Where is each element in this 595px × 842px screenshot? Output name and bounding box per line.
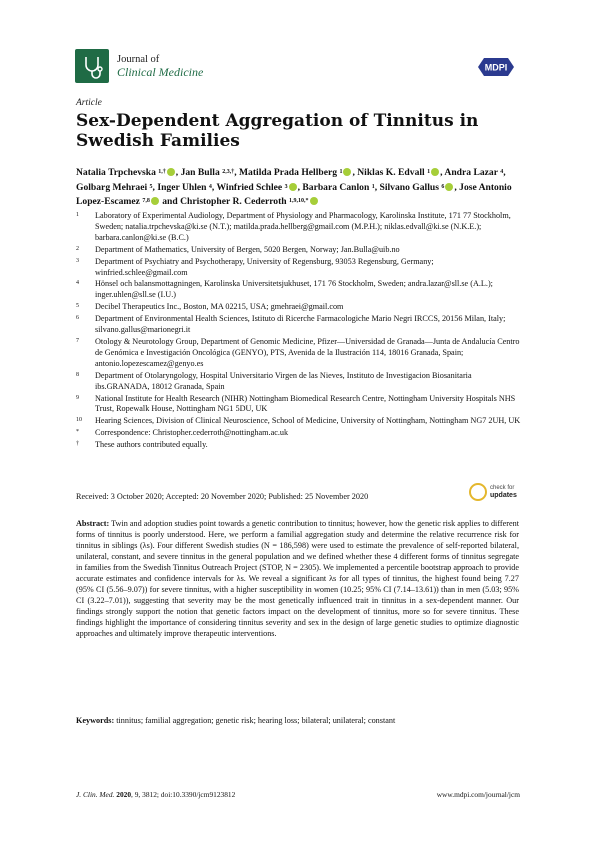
- author-name[interactable]: Barbara Canlon: [302, 181, 370, 193]
- author-affiliation-marker: 3: [284, 183, 288, 190]
- citation-year: 2020: [116, 790, 132, 799]
- publication-dates: Received: 3 October 2020; Accepted: 20 November 2020; Published: 25 November 2020: [76, 492, 369, 501]
- affiliation-text: Department of Mathematics, University of Bergen, 5020 Bergen, Norway; Jan.Bulla@uib.no: [95, 244, 400, 254]
- affiliation-text: Department of Environmental Health Sciences, Istituto di Ricerche Farmacologiche Mario Negri IRCCS, 20156 Milan, Italy; silvano.gallus@marionegri.it: [95, 314, 506, 335]
- affiliation-item: [76, 428, 526, 439]
- affiliation-text: Hearing Sciences, Division of Clinical Neuroscience, School of Medicine, University of Nottingham, Nottingham NG7 2UH, UK: [95, 416, 521, 426]
- article-type: Article: [76, 98, 102, 108]
- orcid-icon[interactable]: [431, 168, 439, 176]
- author-name[interactable]: Matilda Prada Hellberg: [238, 167, 338, 178]
- affiliation-number: 1: [76, 212, 79, 218]
- author-name[interactable]: Winfried Schlee: [216, 181, 283, 193]
- orcid-icon[interactable]: [289, 183, 297, 191]
- keywords: [76, 716, 519, 725]
- affiliation-number: †: [76, 441, 79, 448]
- check-updates-line1: check for: [490, 485, 515, 491]
- mdpi-logo-text: MDPI: [484, 62, 508, 73]
- affiliation-text: Decibel Therapeutics Inc., Boston, MA 02215, USA; gmehraei@gmail.com: [95, 302, 344, 312]
- author-affiliation-marker: 1,†: [158, 169, 166, 175]
- author-affiliation-marker: 4: [500, 169, 504, 175]
- affiliation-number: 5: [76, 303, 79, 310]
- affiliation-text: These authors contributed equally.: [95, 440, 208, 450]
- keywords-text: tinnitus; familial aggregation; genetic risk; hearing loss; bilateral; unilateral; constant: [116, 716, 396, 725]
- article-title: Sex-Dependent Aggregation of Tinnitus in Swedish Families: [76, 111, 479, 151]
- orcid-icon[interactable]: [310, 197, 318, 205]
- journal-logo: [75, 49, 109, 83]
- affiliation-item: [76, 416, 526, 427]
- author-affiliation-marker: 7,8: [142, 198, 150, 205]
- affiliation-number: 10: [76, 417, 82, 424]
- orcid-icon[interactable]: [151, 197, 159, 205]
- affiliation-item: [76, 314, 526, 336]
- author-affiliation-marker: 1: [427, 169, 431, 175]
- author-affiliation-marker: 1: [371, 183, 375, 190]
- journal-url-link[interactable]: www.mdpi.com/journal/jcm: [436, 790, 520, 799]
- affiliation-item: [76, 245, 526, 256]
- author-name[interactable]: Silvano Gallus: [379, 181, 439, 193]
- author-affiliation-marker: 6: [441, 183, 445, 190]
- orcid-icon[interactable]: [343, 168, 351, 176]
- affiliation-list: [76, 211, 526, 452]
- author-name[interactable]: Jan Bulla: [180, 167, 220, 178]
- affiliation-text: Laboratory of Experimental Audiology, Department of Physiology and Pharmacology, Karolinska Institute, 171 77 Stockholm, Sweden; natalia.trpchevska@ki.se (N.T.); matilda.prada.hellberg@gmail.com (M.P.H.); niklas.edvall@ki.se (N.K.E.); barbara.canlon@ki.se (B.C.): [95, 211, 511, 242]
- author-name[interactable]: Jose Antonio Lopez-Escamez: [76, 181, 512, 208]
- affiliation-number: 7: [76, 337, 79, 344]
- affiliation-item: [76, 279, 526, 301]
- affiliation-number: 4: [76, 280, 79, 287]
- journal-abbrev: J. Clin. Med.: [76, 790, 115, 799]
- author-affiliation-marker: 2,3,†: [222, 169, 235, 175]
- author-name[interactable]: Andra Lazar: [444, 167, 498, 178]
- author-name[interactable]: Niklas K. Edvall: [357, 167, 425, 178]
- affiliation-item: [76, 394, 526, 416]
- affiliation-item: [76, 337, 526, 370]
- affiliation-item: [76, 440, 526, 451]
- author-list: Natalia Trpchevska $^{1,\dagger}$ , Jan Bulla $^{2,3,\dagger}$, Matilda Prada Hellberg $^1$ , Niklas K. Edvall $^1$ , Andra Lazar $^4$, Golbarg Mehraei $^5$, Inger Uhlen $^4$, Winfried Schlee $^3$ , Barbara Canlon $^1$, Silvano Gallus $^6$ , Jose Antonio Lopez-Escamez $^{7,8}$ and Christopher R. Cederroth $^{1,9,10,*}$: [76, 167, 512, 208]
- author-name[interactable]: Inger Uhlen: [157, 181, 207, 193]
- affiliation-item: [76, 371, 526, 393]
- affiliation-number: *: [76, 429, 79, 436]
- abstract-label: Abstract:: [76, 519, 110, 528]
- author-affiliation-marker: 1: [339, 169, 343, 175]
- affiliation-number: 3: [76, 257, 79, 264]
- author-name[interactable]: Natalia Trpchevska: [76, 167, 156, 178]
- author-name[interactable]: Golbarg Mehraei: [76, 181, 148, 193]
- affiliation-text: Department of Otolaryngology, Hospital Universitario Virgen de las Nieves, Instituto de Investigacion Biosanitaria ibs.GRANADA, 18012 Granada, Spain: [95, 370, 472, 391]
- abstract-text: Twin and adoption studies point towards a genetic contribution to tinnitus; however, how the genetic risk applies to different forms of tinnitus is poorly understood. Here, we perform a familial aggregation study and determine the relative recurrence risk for tinnitus in siblings (λs). Four different Swedish studies (N = 186,598) were used to estimate the prevalence of self-reported bilateral, unilateral, constant, and severe tinnitus in the general population and we defined whether these 4 different forms of tinnitus segregate in families from the Swedish Tinnitus Outreach Project (STOP, N = 2305). We implemented a percentile bootstrap approach to provide accurate estimates and confidence intervals for λs. We reveal a significant λs for all types of tinnitus, the highest found being 7.27 (95% CI (5.56–9.07)) for severe tinnitus, with a higher susceptibility in women (10.25; 95% CI (7.14–13.61)) than in men (5.03; 95% CI (3.22–7.01)), suggesting that severity may be the most genetically influenced trait in tinnitus in a sex-dependent manner. Our findings strongly support the notion that genetic factors impact on the development of tinnitus, more so for severe tinnitus. These findings highlight the importance of considering tinnitus severity and sex in the design of large genetic studies to optimize diagnostic approaches and ultimately improve therapeutic interventions.: [76, 519, 519, 638]
- affiliation-number: 8: [76, 371, 79, 378]
- author-affiliation-marker: 5: [149, 183, 153, 190]
- affiliation-number: 9: [76, 394, 79, 401]
- check-updates-icon: [469, 483, 487, 501]
- affiliation-item: [76, 211, 526, 244]
- affiliation-number: 2: [76, 245, 79, 252]
- orcid-icon[interactable]: [167, 168, 175, 176]
- affiliation-number: 6: [76, 315, 79, 322]
- journal-name-line1: Journal of: [117, 54, 160, 65]
- stethoscope-icon: [75, 49, 109, 83]
- check-for-updates-button[interactable]: [469, 482, 519, 506]
- abstract: [76, 519, 519, 639]
- journal-name-line2: Clinical Medicine: [117, 65, 204, 79]
- keywords-label: Keywords:: [76, 716, 115, 725]
- affiliation-text: Hönsel och balansmottagningen, Karolinska Universitetsjukhuset, 171 76 Stockholm, Sweden; andra.lazar@sll.se (A.L.); inger.uhlen@sll.se (I.U.): [95, 279, 493, 300]
- affiliation-text: Otology & Neurotology Group, Department of Genomic Medicine, Pfizer—Universidad de Granada—Junta de Andalucía Centro de Genómica e Investigación Oncológica (GENYO), PTS, Avenida de la Ilustración 114, 18016 Granada, Spain; antonio.lopezescamez@genyo.es: [95, 336, 520, 368]
- check-updates-line2: updates: [490, 492, 517, 499]
- journal-name: [117, 53, 203, 79]
- citation-footer: [76, 790, 235, 799]
- author-name[interactable]: Christopher R. Cederroth: [180, 196, 287, 208]
- affiliation-item: [76, 302, 526, 313]
- affiliation-text: Department of Psychiatry and Psychotherapy, University of Regensburg, 93053 Regensburg, Germany; winfried.schlee@gmail.com: [95, 256, 434, 277]
- mdpi-logo[interactable]: [476, 56, 516, 78]
- author-affiliation-marker: 4: [208, 183, 212, 190]
- affiliation-text: Correspondence: Christopher.cederroth@nottingham.ac.uk: [95, 428, 289, 438]
- citation-details: , 9, 3812; doi:10.3390/jcm9123812: [131, 790, 236, 799]
- affiliation-item: [76, 257, 526, 279]
- author-affiliation-marker: 1,9,10,*: [289, 198, 309, 205]
- orcid-icon[interactable]: [445, 183, 453, 191]
- affiliation-text: National Institute for Health Research (NIHR) Nottingham Biomedical Research Centre, Nottingham University Hospitals NHS Trust, Ropewalk House, Nottingham NG1 5DU, UK: [95, 393, 516, 414]
